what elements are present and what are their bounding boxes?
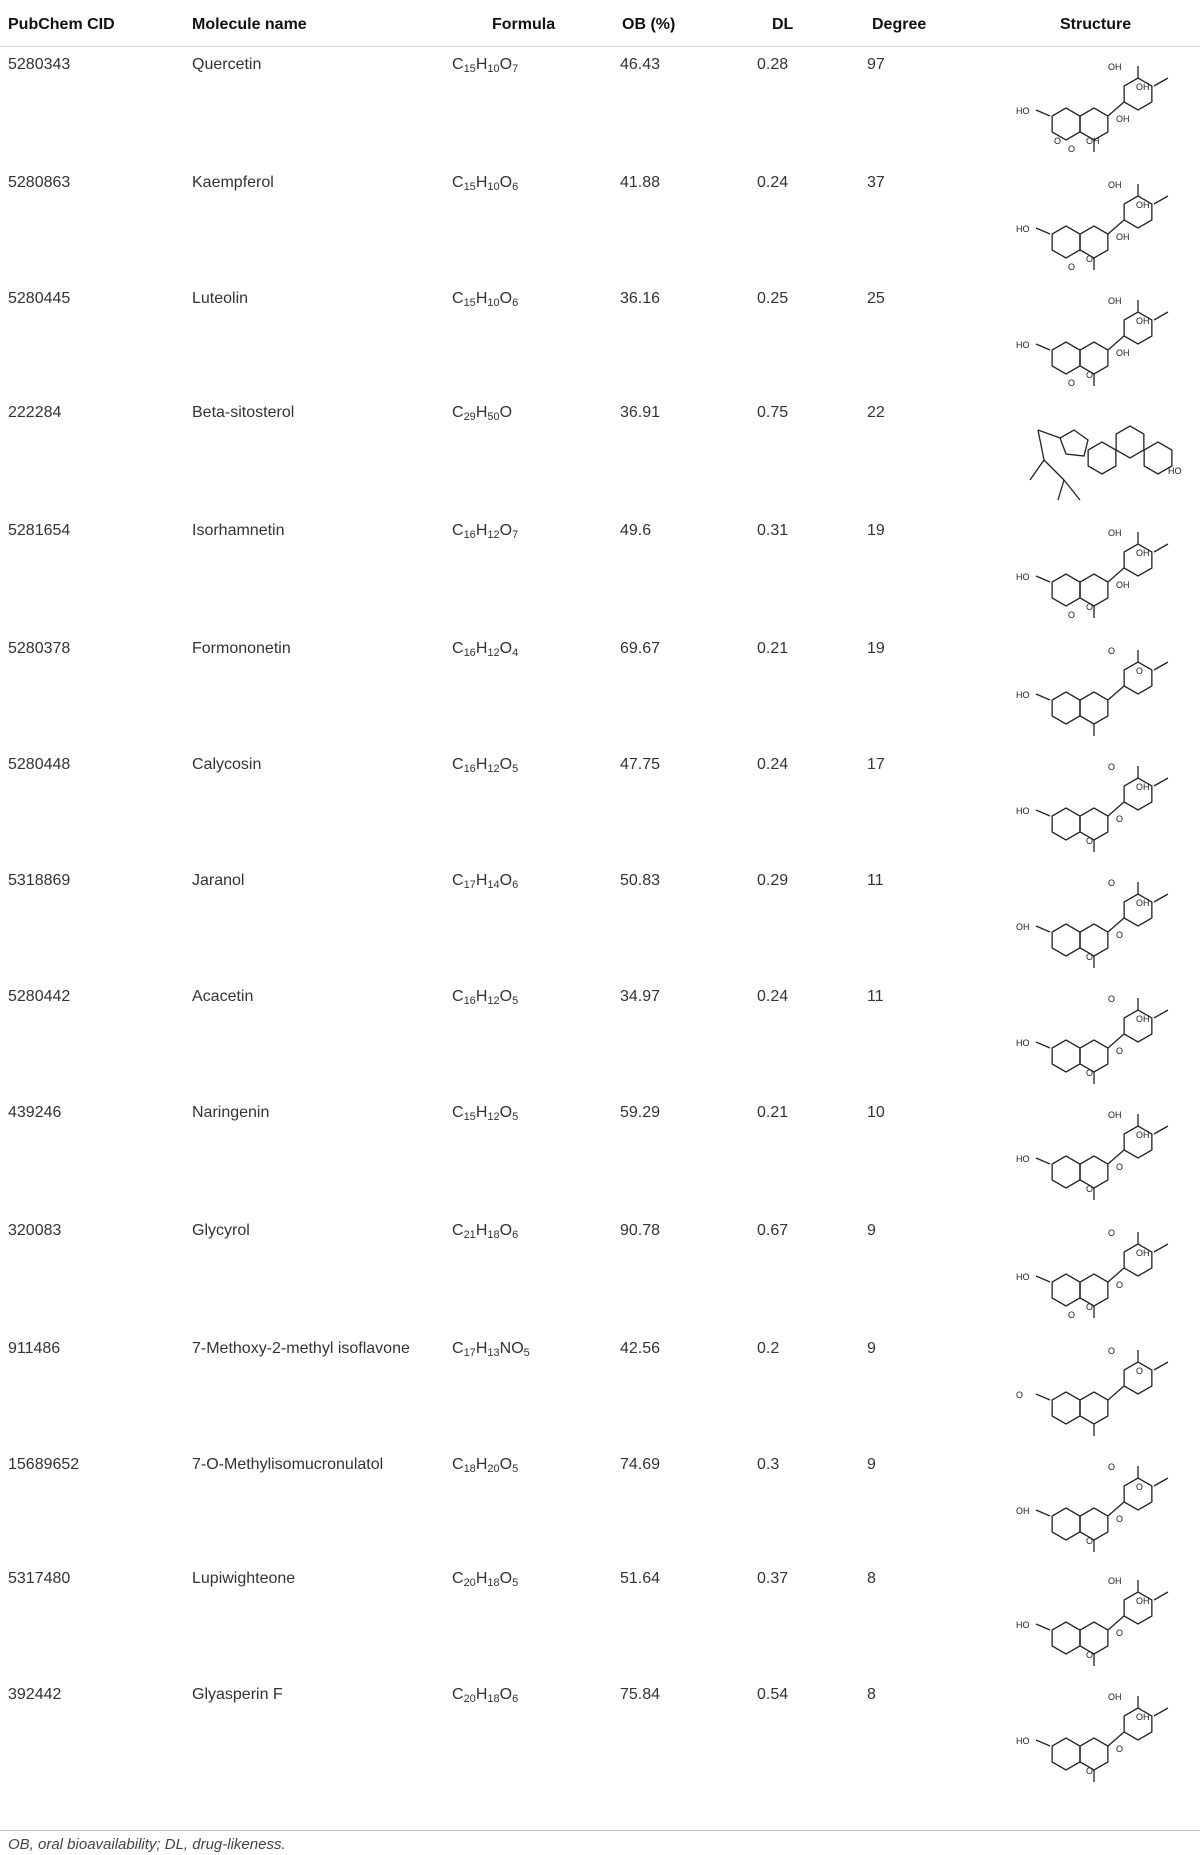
flavanone-structure-icon	[1008, 1100, 1188, 1208]
structure-atom-label: O	[1108, 878, 1116, 888]
cell-structure	[1008, 1100, 1198, 1208]
ring-a	[1052, 1622, 1080, 1654]
cell-degree: 19	[867, 640, 885, 657]
structure-atom-label: O	[1116, 814, 1124, 824]
table-row	[0, 1094, 1200, 1210]
cell-structure	[1008, 170, 1198, 278]
cell-dl: 0.24	[757, 174, 789, 191]
table-header-row	[0, 0, 1200, 47]
cell-dl: 0.28	[757, 56, 789, 73]
substituent-bond	[1154, 544, 1168, 552]
cell-degree: 10	[867, 1104, 885, 1121]
cell-structure	[1008, 1336, 1198, 1444]
side-chain-bond	[1044, 460, 1064, 480]
cell-degree: 25	[867, 290, 885, 307]
structure-atom-label: O	[1086, 1068, 1094, 1078]
cell-formula: $C_{15}H_{10}O_7$	[452, 56, 519, 75]
structure-atom-label: OH	[1116, 114, 1130, 124]
cell-pubchem-cid: 911486	[8, 1340, 61, 1357]
table-row	[0, 862, 1200, 978]
cell-structure	[1008, 752, 1198, 860]
flavone-structure-icon	[1008, 286, 1188, 394]
structure-atom-label: OH	[1108, 1692, 1122, 1702]
ring-c	[1080, 1508, 1108, 1540]
structure-atom-label: OH	[1136, 200, 1150, 210]
substituent-bond	[1036, 1740, 1050, 1746]
substituent-bond	[1154, 662, 1168, 670]
structure-atom-label: O	[1068, 144, 1076, 154]
structure-atom-label: O	[1116, 1280, 1124, 1290]
structure-atom-label: O	[1116, 1162, 1124, 1172]
cell-pubchem-cid: 439246	[8, 1104, 62, 1121]
ring-a	[1052, 226, 1080, 258]
inter-ring-bond	[1108, 686, 1124, 700]
structure-atom-label: OH	[1086, 136, 1100, 146]
table-row	[0, 1676, 1200, 1792]
side-chain-bond	[1058, 480, 1064, 500]
structure-atom-label: OH	[1136, 548, 1150, 558]
structure-atom-label: O	[1108, 762, 1116, 772]
structure-atom-label: OH	[1136, 1014, 1150, 1024]
substituent-bond	[1154, 78, 1168, 86]
isoflavan-structure-icon	[1008, 1452, 1188, 1560]
cell-dl: 0.67	[757, 1222, 789, 1239]
cell-structure	[1008, 1452, 1198, 1560]
cell-formula: $C_{29}H_{50}O$	[452, 404, 513, 423]
cell-formula: $C_{20}H_{18}O_5$	[452, 1570, 519, 1589]
ring-a	[1052, 1274, 1080, 1306]
table-row	[0, 1560, 1200, 1676]
ring-a	[1052, 1156, 1080, 1188]
side-chain-bond	[1064, 480, 1080, 500]
cell-degree: 11	[867, 988, 884, 1005]
table-bottom-rule	[0, 1830, 1200, 1831]
flavonol-structure-icon	[1008, 170, 1188, 278]
cell-ob: 46.43	[620, 56, 661, 73]
structure-atom-label: HO	[1016, 1620, 1030, 1630]
cell-dl: 0.2	[757, 1340, 780, 1357]
cell-ob: 75.84	[620, 1686, 661, 1703]
cell-pubchem-cid: 392442	[8, 1686, 62, 1703]
inter-ring-bond	[1108, 1386, 1124, 1400]
structure-atom-label: OH	[1116, 232, 1130, 242]
table-row	[0, 1446, 1200, 1562]
cell-pubchem-cid: 222284	[8, 404, 62, 421]
structure-atom-label: O	[1108, 1228, 1116, 1238]
cell-formula: $C_{15}H_{10}O_6$	[452, 174, 519, 193]
cell-ob: 49.6	[620, 522, 652, 539]
ring-a	[1052, 1040, 1080, 1072]
structure-atom-label: OH	[1108, 180, 1122, 190]
structure-atom-label: HO	[1016, 1736, 1030, 1746]
structure-atom-label: O	[1116, 1744, 1124, 1754]
structure-atom-label: O	[1086, 836, 1094, 846]
structure-atom-label: O	[1116, 1514, 1124, 1524]
flavonol-structure-icon	[1008, 52, 1188, 160]
flavone-structure-icon	[1008, 984, 1188, 1092]
structure-atom-label: OH	[1136, 1130, 1150, 1140]
cell-structure	[1008, 52, 1198, 160]
structure-atom-label: O	[1086, 1184, 1094, 1194]
ring-c	[1080, 1738, 1108, 1770]
cell-ob: 34.97	[620, 988, 661, 1005]
flavonol-structure-icon	[1008, 868, 1188, 976]
header-pubchem-cid: PubChem CID	[8, 16, 115, 33]
isoflavone-structure-icon	[1008, 752, 1188, 860]
side-chain-bond	[1030, 460, 1044, 480]
substituent-bond	[1154, 196, 1168, 204]
cell-pubchem-cid: 5280863	[8, 174, 71, 191]
substituent-bond	[1154, 1478, 1168, 1486]
table-row	[0, 1330, 1200, 1446]
structure-atom-label: O	[1086, 1650, 1094, 1660]
cell-ob: 51.64	[620, 1570, 661, 1587]
isoflavone-structure-icon	[1008, 1336, 1188, 1444]
substituent-bond	[1154, 894, 1168, 902]
cell-formula: $C_{16}H_{12}O_5$	[452, 756, 519, 775]
prenyl-isoflavone-structure-icon	[1008, 1566, 1188, 1674]
substituent-bond	[1036, 344, 1050, 350]
structure-atom-label: O	[1086, 254, 1094, 264]
substituent-bond	[1154, 312, 1168, 320]
cell-dl: 0.21	[757, 1104, 789, 1121]
structure-atom-label: O	[1054, 136, 1062, 146]
substituent-bond	[1154, 1244, 1168, 1252]
ring-c	[1080, 1392, 1108, 1424]
cell-pubchem-cid: 320083	[8, 1222, 62, 1239]
substituent-bond	[1036, 810, 1050, 816]
ring-c	[1080, 226, 1108, 258]
cell-molecule-name: Quercetin	[192, 56, 262, 73]
structure-atom-label: O	[1016, 1390, 1024, 1400]
substituent-bond	[1154, 1126, 1168, 1134]
ring-a	[1052, 342, 1080, 374]
substituent-bond	[1154, 1362, 1168, 1370]
structure-atom-label: HO	[1016, 1038, 1030, 1048]
cell-degree: 37	[867, 174, 885, 191]
cell-formula: $C_{17}H_{13}NO_5$	[452, 1340, 530, 1359]
cell-pubchem-cid: 5317480	[8, 1570, 71, 1587]
cell-molecule-name: Glyasperin F	[192, 1686, 283, 1703]
structure-atom-label: HO	[1016, 106, 1030, 116]
structure-atom-label: O	[1086, 952, 1094, 962]
cell-degree: 9	[867, 1340, 876, 1357]
cell-dl: 0.29	[757, 872, 789, 889]
substituent-bond	[1036, 694, 1050, 700]
cell-structure	[1008, 1566, 1198, 1674]
structure-atom-label: O	[1116, 1628, 1124, 1638]
structure-atom-label: OH	[1136, 1712, 1150, 1722]
cell-molecule-name: Beta-sitosterol	[192, 404, 295, 421]
cell-structure	[1008, 400, 1198, 508]
header-structure: Structure	[1060, 16, 1132, 33]
structure-atom-label: HO	[1016, 572, 1030, 582]
structure-atom-label: OH	[1136, 82, 1150, 92]
cell-molecule-name: Isorhamnetin	[192, 522, 285, 539]
cell-dl: 0.21	[757, 640, 789, 657]
cell-molecule-name: Naringenin	[192, 1104, 270, 1121]
cell-molecule-name: Acacetin	[192, 988, 254, 1005]
cell-degree: 97	[867, 56, 885, 73]
cell-structure	[1008, 868, 1198, 976]
cell-formula: $C_{20}H_{18}O_6$	[452, 1686, 519, 1705]
structure-atom-label: O	[1068, 378, 1076, 388]
substituent-bond	[1036, 1042, 1050, 1048]
structure-atom-label: OH	[1136, 316, 1150, 326]
cell-formula: $C_{21}H_{18}O_6$	[452, 1222, 519, 1241]
cell-degree: 19	[867, 522, 885, 539]
cell-dl: 0.24	[757, 756, 789, 773]
substituent-bond	[1036, 228, 1050, 234]
substituent-bond	[1036, 110, 1050, 116]
table-row	[0, 1212, 1200, 1328]
isoflavanone-structure-icon	[1008, 1682, 1188, 1790]
table-row	[0, 280, 1200, 396]
header-degree: Degree	[872, 16, 927, 33]
ring-c	[1080, 574, 1108, 606]
ring-c	[1080, 1622, 1108, 1654]
cell-dl: 0.25	[757, 290, 789, 307]
ring-c	[1080, 924, 1108, 956]
structure-atom-label: OH	[1108, 1110, 1122, 1120]
structure-atom-label: O	[1068, 610, 1076, 620]
structure-atom-label: O	[1068, 262, 1076, 272]
cell-degree: 9	[867, 1456, 876, 1473]
substituent-bond	[1036, 1510, 1050, 1516]
cell-ob: 69.67	[620, 640, 661, 657]
structure-atom-label: OH	[1136, 1248, 1150, 1258]
cell-pubchem-cid: 5280448	[8, 756, 71, 773]
cell-formula: $C_{16}H_{12}O_7$	[452, 522, 519, 541]
cell-molecule-name: Formononetin	[192, 640, 291, 657]
structure-atom-label: OH	[1136, 782, 1150, 792]
cell-ob: 42.56	[620, 1340, 661, 1357]
cell-structure	[1008, 286, 1198, 394]
structure-atom-label: OH	[1108, 528, 1122, 538]
substituent-bond	[1154, 778, 1168, 786]
structure-atom-label: O	[1068, 1310, 1076, 1320]
cell-ob: 41.88	[620, 174, 661, 191]
structure-atom-label: HO	[1168, 466, 1182, 476]
ring-a	[1052, 1738, 1080, 1770]
table-footnote: OB, oral bioavailability; DL, drug-likeness.	[8, 1836, 286, 1853]
cell-pubchem-cid: 5280445	[8, 290, 71, 307]
structure-atom-label: O	[1116, 1046, 1124, 1056]
cell-molecule-name: Glycyrol	[192, 1222, 250, 1239]
structure-atom-label: OH	[1136, 1596, 1150, 1606]
table-row	[0, 512, 1200, 628]
structure-atom-label: O	[1086, 1766, 1094, 1776]
structure-atom-label: HO	[1016, 340, 1030, 350]
ring-a	[1052, 808, 1080, 840]
side-chain-bond	[1038, 430, 1060, 438]
substituent-bond	[1154, 1592, 1168, 1600]
table-row	[0, 46, 1200, 162]
cell-structure	[1008, 984, 1198, 1092]
cell-ob: 36.91	[620, 404, 661, 421]
substituent-bond	[1036, 1394, 1050, 1400]
substituent-bond	[1154, 1708, 1168, 1716]
cell-dl: 0.24	[757, 988, 789, 1005]
structure-atom-label: O	[1086, 1302, 1094, 1312]
cell-dl: 0.31	[757, 522, 789, 539]
ring-2	[1088, 442, 1116, 474]
table-row	[0, 978, 1200, 1094]
ring-c	[1080, 808, 1108, 840]
structure-atom-label: HO	[1016, 806, 1030, 816]
structure-atom-label: HO	[1016, 224, 1030, 234]
ring-a	[1052, 924, 1080, 956]
cell-ob: 36.16	[620, 290, 661, 307]
cell-molecule-name: Calycosin	[192, 756, 262, 773]
cell-dl: 0.37	[757, 1570, 789, 1587]
substituent-bond	[1154, 1010, 1168, 1018]
structure-atom-label: OH	[1016, 922, 1030, 932]
ring-d	[1060, 430, 1088, 456]
cell-degree: 8	[867, 1686, 876, 1703]
cell-structure	[1008, 1218, 1198, 1326]
structure-atom-label: O	[1136, 1482, 1144, 1492]
coumestan-structure-icon	[1008, 1218, 1188, 1326]
structure-atom-label: O	[1136, 666, 1144, 676]
table-row	[0, 164, 1200, 280]
ring-a	[1052, 1392, 1080, 1424]
structure-atom-label: O	[1108, 994, 1116, 1004]
header-molecule-name: Molecule name	[192, 16, 307, 33]
cell-ob: 74.69	[620, 1456, 661, 1473]
substituent-bond	[1036, 1624, 1050, 1630]
structure-atom-label: HO	[1016, 1154, 1030, 1164]
cell-molecule-name: Luteolin	[192, 290, 249, 307]
cell-dl: 0.54	[757, 1686, 789, 1703]
header-formula: Formula	[492, 16, 556, 33]
cell-formula: $C_{16}H_{12}O_4$	[452, 640, 519, 659]
table-row	[0, 394, 1200, 510]
isoflavone-structure-icon	[1008, 636, 1188, 744]
cell-pubchem-cid: 5281654	[8, 522, 71, 539]
structure-atom-label: O	[1086, 602, 1094, 612]
cell-dl: 0.75	[757, 404, 789, 421]
structure-atom-label: OH	[1116, 580, 1130, 590]
substituent-bond	[1036, 576, 1050, 582]
side-chain-bond	[1038, 430, 1044, 460]
structure-atom-label: OH	[1108, 1576, 1122, 1586]
cell-molecule-name: Kaempferol	[192, 174, 274, 191]
cell-ob: 47.75	[620, 756, 661, 773]
cell-degree: 17	[867, 756, 885, 773]
structure-atom-label: O	[1086, 1536, 1094, 1546]
cell-structure	[1008, 518, 1198, 626]
structure-atom-label: O	[1108, 1346, 1116, 1356]
cell-ob: 90.78	[620, 1222, 661, 1239]
structure-atom-label: OH	[1108, 62, 1122, 72]
cell-degree: 22	[867, 404, 885, 421]
cell-formula: $C_{15}H_{12}O_5$	[452, 1104, 519, 1123]
cell-formula: $C_{16}H_{12}O_5$	[452, 988, 519, 1007]
cell-dl: 0.3	[757, 1456, 780, 1473]
structure-atom-label: O	[1136, 1366, 1144, 1376]
cell-ob: 50.83	[620, 872, 661, 889]
structure-atom-label: O	[1086, 370, 1094, 380]
cell-degree: 8	[867, 1570, 876, 1587]
ring-c	[1080, 342, 1108, 374]
ring-c	[1080, 1274, 1108, 1306]
ring-a	[1052, 692, 1080, 724]
cell-pubchem-cid: 5280343	[8, 56, 71, 73]
structure-atom-label: O	[1108, 1462, 1116, 1472]
cell-formula: $C_{18}H_{20}O_5$	[452, 1456, 519, 1475]
substituent-bond	[1036, 926, 1050, 932]
cell-molecule-name: Jaranol	[192, 872, 245, 889]
cell-molecule-name: 7-O-Methylisomucronulatol	[192, 1456, 384, 1473]
cell-degree: 11	[867, 872, 884, 889]
table-row	[0, 746, 1200, 862]
ring-c	[1080, 692, 1108, 724]
ring-c	[1080, 1156, 1108, 1188]
flavonol-structure-icon	[1008, 518, 1188, 626]
header-ob: OB (%)	[622, 16, 676, 33]
structure-atom-label: OH	[1108, 296, 1122, 306]
cell-degree: 9	[867, 1222, 876, 1239]
cell-ob: 59.29	[620, 1104, 661, 1121]
structure-atom-label: OH	[1016, 1506, 1030, 1516]
header-dl: DL	[772, 16, 794, 33]
structure-atom-label: HO	[1016, 690, 1030, 700]
structure-atom-label: O	[1116, 930, 1124, 940]
structure-atom-label: OH	[1136, 898, 1150, 908]
cell-structure	[1008, 1682, 1198, 1790]
cell-formula: $C_{17}H_{14}O_6$	[452, 872, 519, 891]
cell-pubchem-cid: 15689652	[8, 1456, 80, 1473]
cell-molecule-name: Lupiwighteone	[192, 1570, 296, 1587]
ring-1	[1116, 426, 1144, 458]
ring-a	[1052, 1508, 1080, 1540]
structure-atom-label: HO	[1016, 1272, 1030, 1282]
structure-atom-label: OH	[1116, 348, 1130, 358]
structure-atom-label: O	[1108, 646, 1116, 656]
cell-pubchem-cid: 5280378	[8, 640, 71, 657]
cell-structure	[1008, 636, 1198, 744]
ring-c	[1080, 1040, 1108, 1072]
substituent-bond	[1036, 1158, 1050, 1164]
cell-molecule-name: 7-Methoxy-2-methyl isoflavone	[192, 1340, 410, 1357]
ring-a	[1052, 574, 1080, 606]
sterol-structure-icon	[1008, 400, 1188, 508]
table-row	[0, 630, 1200, 746]
cell-pubchem-cid: 5280442	[8, 988, 71, 1005]
substituent-bond	[1036, 1276, 1050, 1282]
cell-pubchem-cid: 5318869	[8, 872, 71, 889]
cell-formula: $C_{15}H_{10}O_6$	[452, 290, 519, 309]
